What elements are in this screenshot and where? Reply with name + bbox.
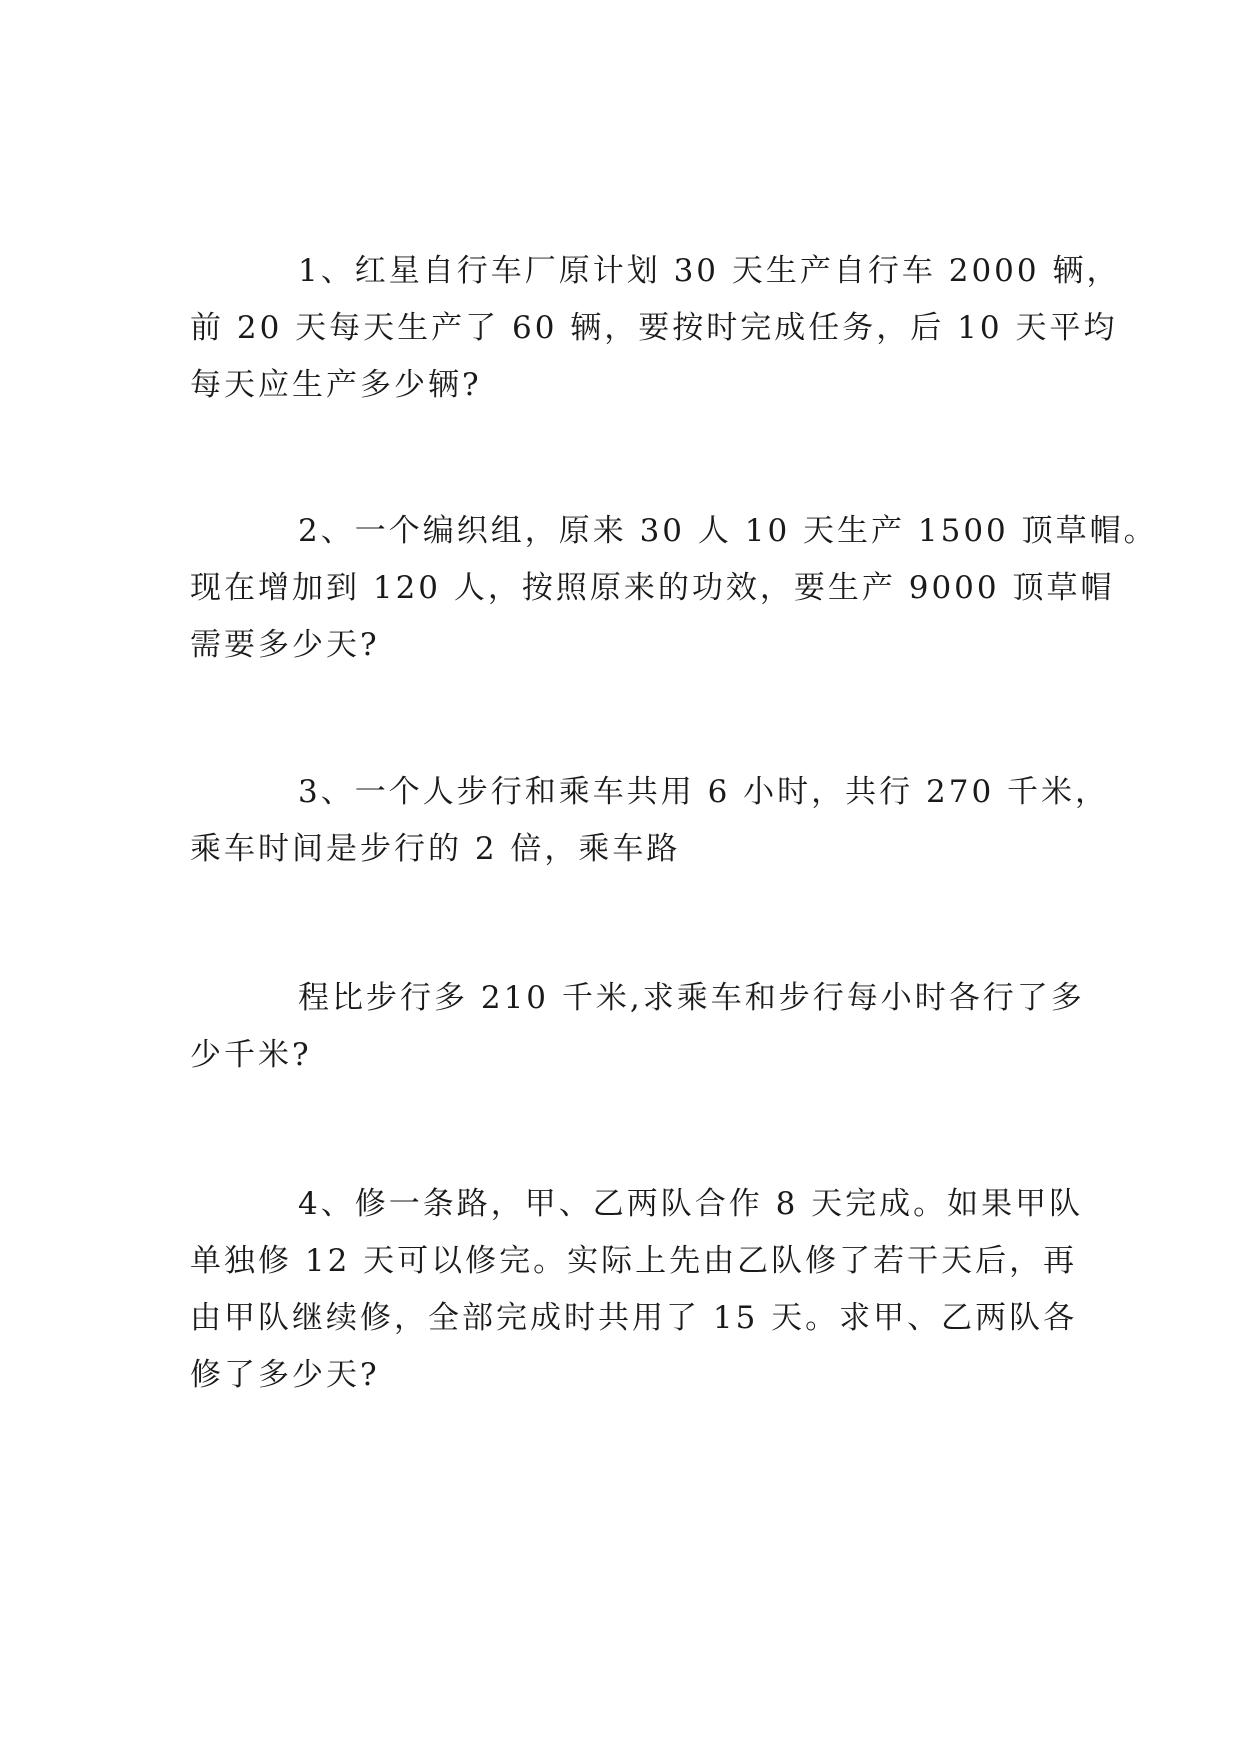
problem-3-continued bbox=[190, 970, 1085, 1084]
problem-1-line-3: 每天应生产多少辆? bbox=[190, 367, 482, 403]
problem-1 bbox=[190, 243, 1121, 414]
problem-4-line-2: 单独修 12 天可以修完。实际上先由乙队修了若干天后，再 bbox=[190, 1243, 1078, 1279]
problem-3-continued-line-1: 程比步行多 210 千米,求乘车和步行每小时各行了多 bbox=[298, 980, 1085, 1016]
problem-4 bbox=[190, 1176, 1084, 1404]
problem-4-line-1: 4、修一条路，甲、乙两队合作 8 天完成。如果甲队 bbox=[298, 1186, 1084, 1222]
problem-2-line-3: 需要多少天? bbox=[190, 627, 380, 663]
problem-2-line-1: 2、一个编织组，原来 30 人 10 天生产 1500 顶草帽。 bbox=[298, 513, 1158, 549]
problem-3-line-2: 乘车时间是步行的 2 倍，乘车路 bbox=[190, 831, 681, 867]
problem-3 bbox=[190, 764, 1110, 878]
problem-4-line-4: 修了多少天? bbox=[190, 1357, 380, 1393]
problem-2-line-2: 现在增加到 120 人，按照原来的功效，要生产 9000 顶草帽 bbox=[190, 570, 1115, 606]
problem-1-line-2: 前 20 天每天生产了 60 辆，要按时完成任务，后 10 天平均 bbox=[190, 310, 1118, 346]
problem-4-line-3: 由甲队继续修，全部完成时共用了 15 天。求甲、乙两队各 bbox=[190, 1300, 1078, 1336]
problem-3-continued-line-2: 少千米? bbox=[190, 1037, 312, 1073]
problem-2 bbox=[190, 503, 1158, 674]
problem-1-line-1: 1、红星自行车厂原计划 30 天生产自行车 2000 辆， bbox=[298, 253, 1121, 289]
problem-3-line-1: 3、一个人步行和乘车共用 6 小时，共行 270 千米， bbox=[298, 774, 1110, 810]
